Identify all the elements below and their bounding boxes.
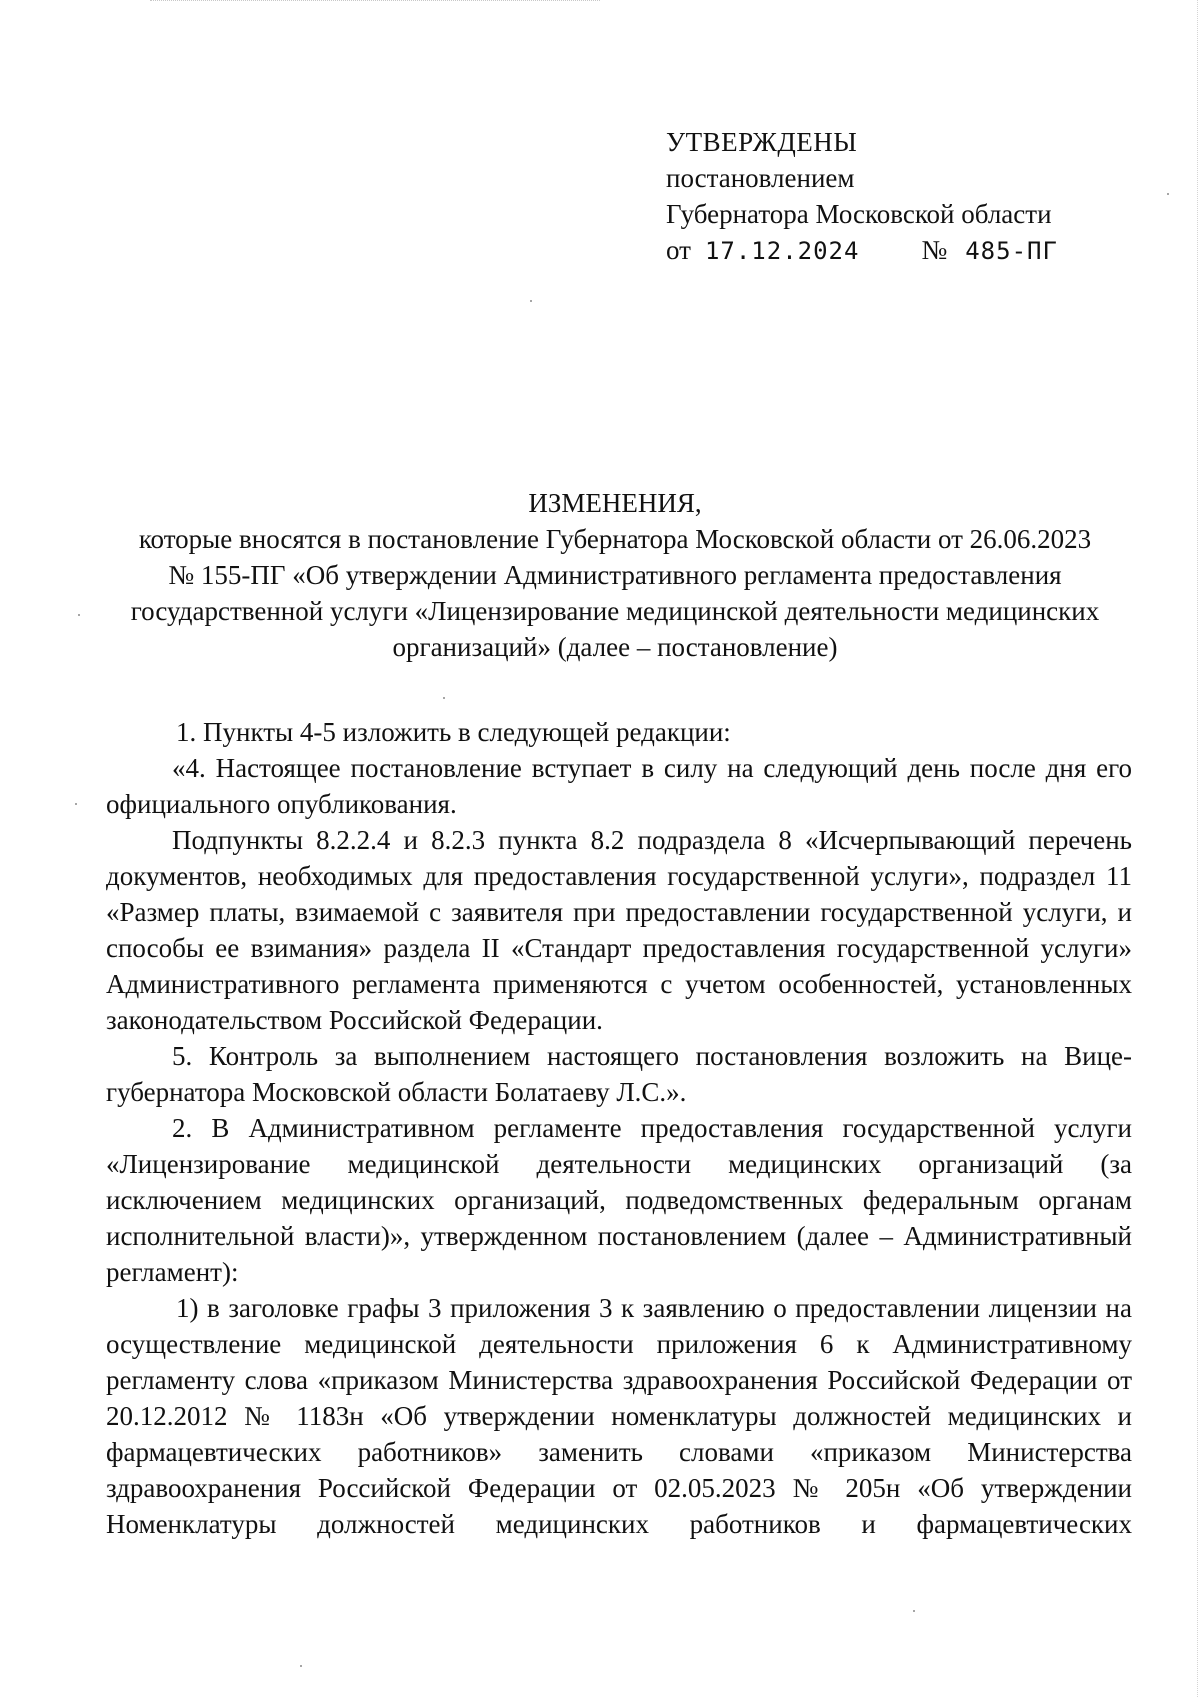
scan-edge-top [150,0,600,5]
paragraph: «4. Настоящее постановление вступает в силу на следующий день после дня его официального опубликования. [106,753,1132,819]
number-sign: № [921,235,948,265]
paragraph: 1) в заголовке графы 3 приложения 3 к заявлению о предоставлении лицензии на осуществление медицинской деятельности приложения 6 к Административному регламенту слова «приказом Министерства здравоохранения Российской Федерации от 20.12.2012 № 1183н «Об утверждении номенклатуры должностей медицинских и фармацевтических работников» заменить словами «приказом Министерства здравоохранения Российской Федерации от 02.05.2023 № 205н «Об утверждении Номенклатуры должностей медицинских работников и фармацевтических [106,1293,1132,1539]
approval-line-resolution: постановлением [666,163,855,193]
scan-edge-right [1194,0,1198,1697]
approval-number: 485-ПГ [965,237,1058,265]
title-line: № 155-ПГ «Об утверждении Административного регламента предоставления [168,560,1062,590]
approval-date: 17.12.2024 [704,237,860,265]
approval-date-row [666,232,1146,269]
approval-block [666,124,1146,269]
scan-speck [75,803,77,805]
title-line: государственной услуги «Лицензирование медицинской деятельности медицинских [130,596,1100,626]
document-body [106,714,1132,1542]
paragraph: 1. Пункты 4-5 изложить в следующей редакции: [176,717,731,747]
scan-speck [913,1610,915,1612]
title-heading: ИЗМЕНЕНИЯ, [528,488,702,518]
scan-speck [530,300,532,302]
scan-speck [78,614,80,616]
title-line: организаций» (далее – постановление) [392,632,838,662]
approval-line-governor: Губернатора Московской области [666,199,1052,229]
document-title [100,485,1130,665]
approval-heading: УТВЕРЖДЕНЫ [666,127,858,157]
paragraph: 5. Контроль за выполнением настоящего постановления возложить на Вице-губернатора Московской области Болатаеву Л.С.». [106,1041,1132,1107]
scan-speck [1167,193,1169,195]
paragraph: 2. В Административном регламенте предоставления государственной услуги «Лицензирование медицинской деятельности медицинских организаций (за исключением медицинских организаций, подведомственных федеральным органам исполнительной власти)», утвержденном постановлением (далее – Административный регламент): [106,1113,1132,1287]
date-prefix: от [666,235,691,265]
title-line: которые вносятся в постановление Губернатора Московской области от 26.06.2023 [138,524,1092,554]
scan-speck [443,697,445,699]
scan-speck [300,1665,302,1667]
paragraph: Подпункты 8.2.2.4 и 8.2.3 пункта 8.2 подраздела 8 «Исчерпывающий перечень документов, необходимых для предоставления государственной услуги», подраздел 11 «Размер платы, взимаемой с заявителя при предоставлении государственной услуги, и способы ее взимания» раздела II «Стандарт предоставления государственной услуги» Административного регламента применяются с учетом особенностей, установленных законодательством Российской Федерации. [106,825,1132,1035]
